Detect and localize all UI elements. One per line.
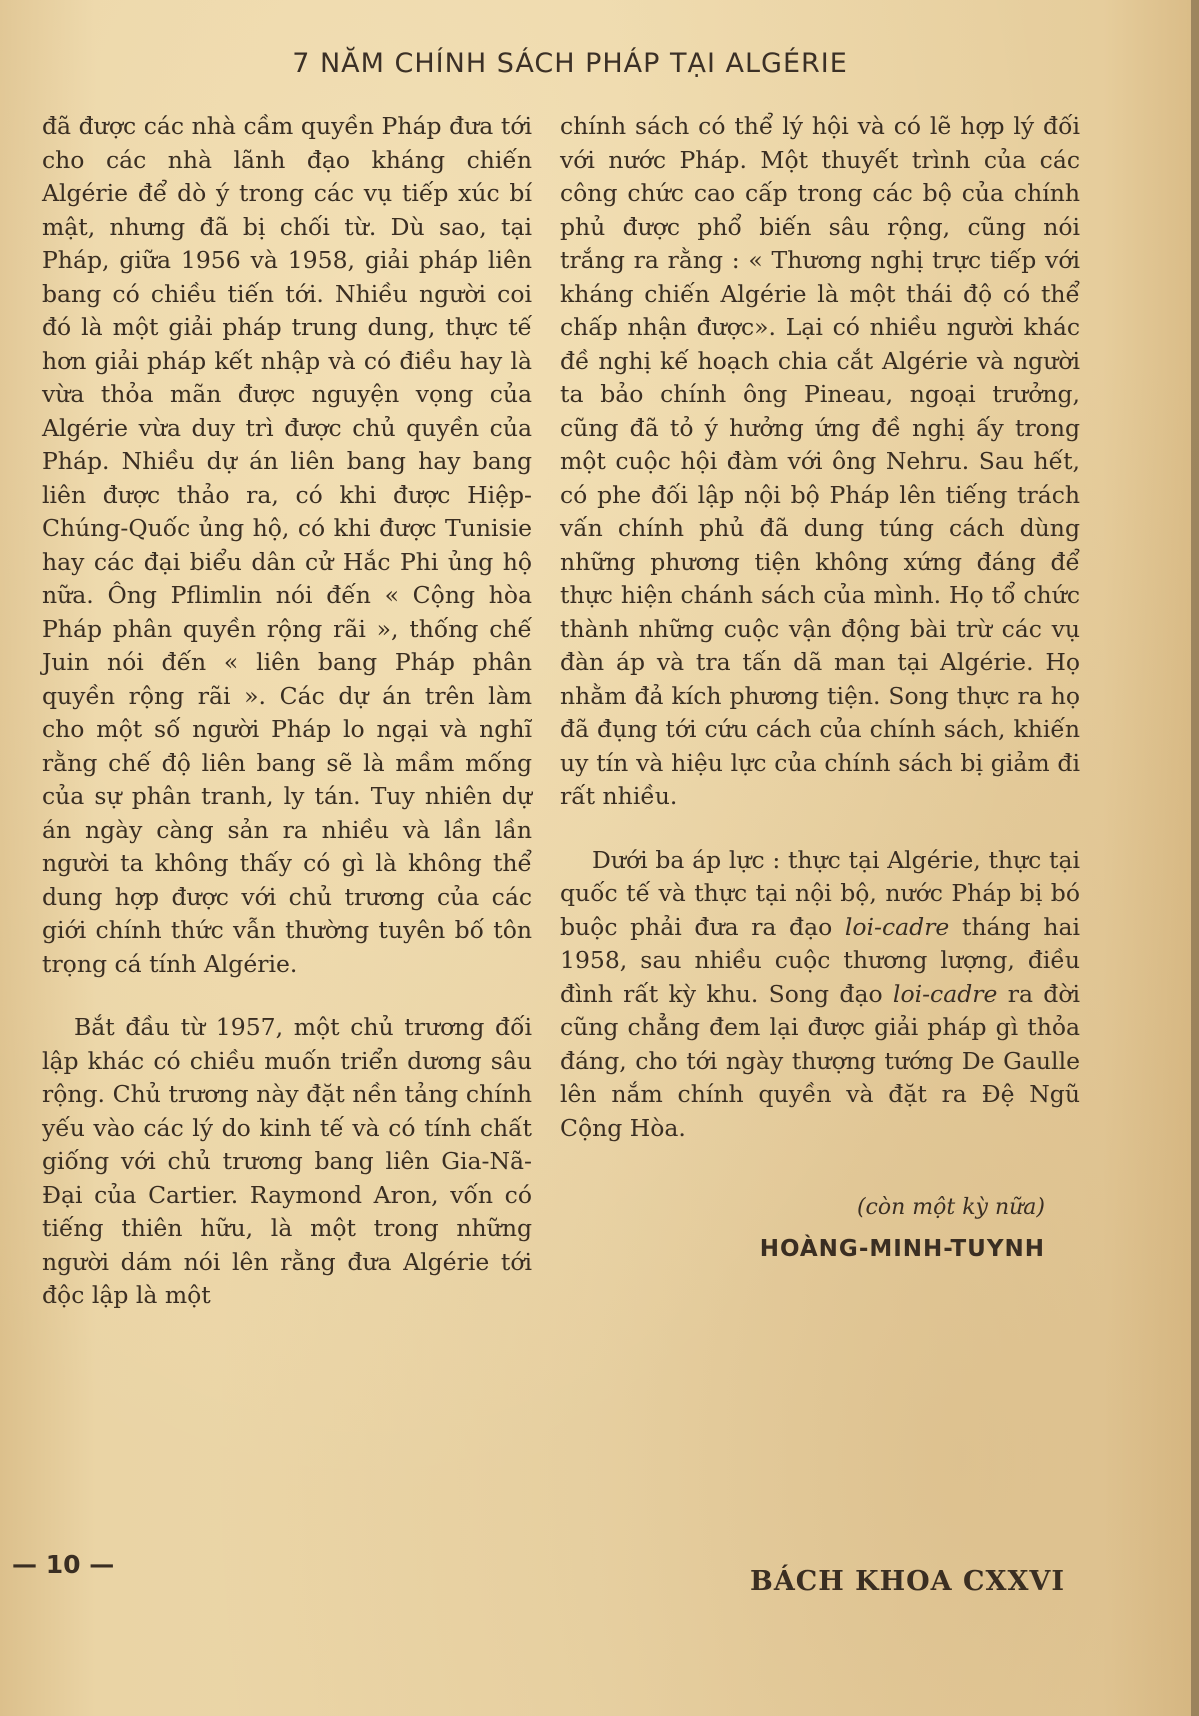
paragraph-right-2-part-c: ra đời cũng chẳng đem lại được giải pháp gì thỏa đáng, cho tới ngày thượng tướng De Gaulle lên nắm chính quyền và đặt ra Đệ Ngũ Cộng Hòa. <box>560 979 1080 1142</box>
page-number: — 10 — <box>12 1550 115 1579</box>
paragraph-right-2 <box>560 844 1080 1146</box>
running-title: 7 NĂM CHÍNH SÁCH PHÁP TẠI ALGÉRIE <box>292 48 848 79</box>
paragraph-right-1: chính sách có thể lý hội và có lẽ hợp lý đối với nước Pháp. Một thuyết trình của các công chức cao cấp trong các bộ của chính phủ được phổ biến sâu rộng, cũng nói trắng ra rằng : « Thương nghị trực tiếp với kháng chiến Algérie là một thái độ có thể chấp nhận được». Lại có nhiều người khác đề nghị kế hoạch chia cắt Algérie và người ta bảo chính ông Pineau, ngoại trưởng, cũng đã tỏ ý hưởng ứng đề nghị ấy trong một cuộc hội đàm với ông Nehru. Sau hết, có phe đối lập nội bộ Pháp lên tiếng trách vấn chính phủ đã dung túng cách dùng những phương tiện không xứng đáng để thực hiện chánh sách của mình. Họ tổ chức thành những cuộc vận động bài trừ các vụ đàn áp và tra tấn dã man tại Algérie. Họ nhằm đả kích phương tiện. Song thực ra họ đã đụng tới cứu cách của chính sách, khiến uy tín và hiệu lực của chính sách bị giảm đi rất nhiều. <box>560 112 1080 810</box>
paragraph-right-2-part-b: tháng hai 1958, sau nhiều cuộc thương lượng, điều đình rất kỳ khu. Song đạo <box>560 912 1080 1008</box>
author-name: HOÀNG-MINH-TUYNH <box>759 1235 1045 1262</box>
paragraph-right-2-part-a: Dưới ba áp lực : thực tại Algérie, thực tại quốc tế và thực tại nội bộ, nước Pháp bị bó buộc phải đưa ra đạo <box>560 845 1080 941</box>
continuation-note: (còn một kỳ nữa) <box>856 1195 1045 1220</box>
magazine-issue: BÁCH KHOA CXXVI <box>750 1566 1065 1597</box>
left-column <box>42 110 532 1313</box>
right-column <box>560 110 1080 1266</box>
paragraph-left-1: đã được các nhà cầm quyền Pháp đưa tới cho các nhà lãnh đạo kháng chiến Algérie để dò ý trong các vụ tiếp xúc bí mật, nhưng đã bị chối từ. Dù sao, tại Pháp, giữa 1956 và 1958, giải pháp liên bang có chiều tiến tới. Nhiều người coi đó là một giải pháp trung dung, thực tế hơn giải pháp kết nhập và có điều hay là vừa thỏa mãn được nguyện vọng của Algérie vừa duy trì được chủ quyền của Pháp. Nhiều dự án liên bang hay bang liên được thảo ra, có khi được Hiệp-Chúng-Quốc ủng hộ, có khi được Tunisie hay các đại biểu dân cử Hắc Phi ủng hộ nữa. Ông Pflimlin nói đến « Cộng hòa Pháp phân quyền rộng rãi », thống chế Juin nói đến « liên bang Pháp phân quyền rộng rãi ». Các dự án trên làm cho một số người Pháp lo ngại và nghĩ rằng chế độ liên bang sẽ là mầm mống của sự phân tranh, ly tán. Tuy nhiên dự án ngày càng sản ra nhiều và lần lần người ta không thấy có gì là không thể dung hợp được với chủ trương của các giới chính thức vẫn thường tuyên bố tôn trọng cá tính Algérie. <box>42 112 532 978</box>
paragraph-left-2: Bắt đầu từ 1957, một chủ trương đối lập khác có chiều muốn triển dương sâu rộng. Chủ trương này đặt nền tảng chính yếu vào các lý do kinh tế và có tính chất giống với chủ trương bang liên Gia-Nã-Đại của Cartier. Raymond Aron, vốn có tiếng thiên hữu, là một trong những người dám nói lên rằng đưa Algérie tới độc lập là một <box>42 1013 532 1309</box>
loi-cadre-term-1: loi-cadre <box>844 912 950 941</box>
loi-cadre-term-2: loi-cadre <box>892 979 998 1008</box>
